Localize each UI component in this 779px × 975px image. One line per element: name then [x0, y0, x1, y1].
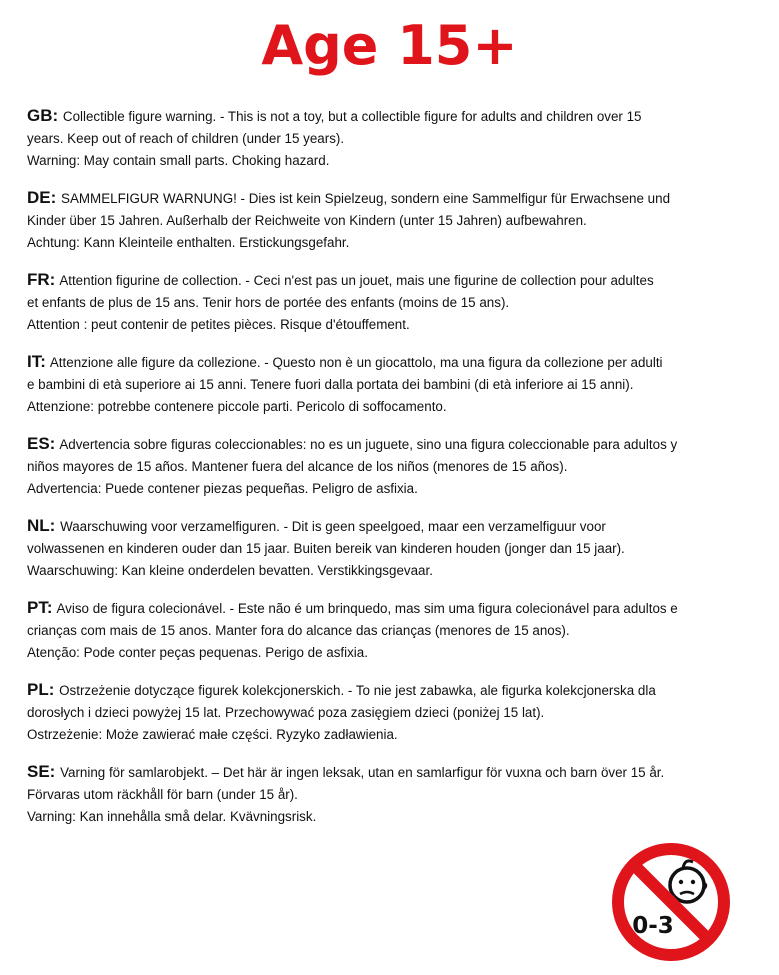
language-code: GB: [27, 106, 59, 125]
warning-line [27, 105, 747, 128]
warning-section-it [27, 351, 747, 418]
warning-text: years. Keep out of reach of children (under 15 years). [27, 131, 345, 146]
warning-text: volwassenen en kinderen ouder dan 15 jaar. Buiten bereik van kinderen houden (jonger dan 15 jaar). [27, 541, 625, 556]
warning-text: Varning: Kan innehålla små delar. Kvävningsrisk. [27, 809, 317, 824]
warning-section-fr [27, 269, 747, 336]
warning-line [27, 761, 747, 784]
warning-text: Waarschuwing: Kan kleine onderdelen bevatten. Verstikkingsgevaar. [27, 563, 433, 578]
language-code: IT: [27, 352, 46, 371]
warning-text: Achtung: Kann Kleinteile enthalten. Erstickungsgefahr. [27, 235, 350, 250]
warning-text: niños mayores de 15 años. Mantener fuera del alcance de los niños (menores de 15 años). [27, 459, 568, 474]
warning-section-es [27, 433, 747, 500]
warning-line [27, 597, 747, 620]
warning-text: et enfants de plus de 15 ans. Tenir hors de portée des enfants (moins de 15 ans). [27, 295, 510, 310]
warning-section-nl [27, 515, 747, 582]
warning-text: Attention figurine de collection. - Ceci n'est pas un jouet, mais une figurine de collection pour adultes [59, 273, 654, 288]
warning-section-gb [27, 105, 747, 172]
warning-text: Varning för samlarobjekt. – Det här är ingen leksak, utan en samlarfigur för vuxna och barn över 15 år. [60, 765, 665, 780]
warning-line [27, 515, 747, 538]
warning-text: SAMMELFIGUR WARNUNG! - Dies ist kein Spielzeug, sondern eine Sammelfigur für Erwachsene und [61, 191, 671, 206]
warning-text: Aviso de figura colecionável. - Este não é um brinquedo, mas sim uma figura colecionável para adultos e [56, 601, 678, 616]
warning-line [27, 679, 747, 702]
not-for-children-under-3-icon [609, 840, 733, 964]
warning-text: e bambini di età superiore ai 15 anni. Tenere fuori dalla portata dei bambini (di età inferiore ai 15 anni). [27, 377, 634, 392]
warning-text: Warning: May contain small parts. Choking hazard. [27, 153, 330, 168]
warning-line [27, 269, 747, 292]
warning-line [27, 433, 747, 456]
baby-face-icon [670, 861, 706, 902]
warning-text: Advertencia: Puede contener piezas pequeñas. Peligro de asfixia. [27, 481, 418, 496]
warning-text: dorosłych i dzieci powyżej 15 lat. Przechowywać poza zasięgiem dzieci (poniżej 15 lat). [27, 705, 545, 720]
warning-section-pl [27, 679, 747, 746]
language-code: FR: [27, 270, 56, 289]
warning-text: Kinder über 15 Jahren. Außerhalb der Reichweite von Kindern (unter 15 Jahren) aufbewahren. [27, 213, 587, 228]
warning-section-de [27, 187, 747, 254]
warning-text: Atenção: Pode conter peças pequenas. Perigo de asfixia. [27, 645, 368, 660]
warning-text: Attention : peut contenir de petites pièces. Risque d'étouffement. [27, 317, 410, 332]
language-code: PT: [27, 598, 53, 617]
warning-text: Ostrzeżenie dotyczące figurek kolekcjonerskich. - To nie jest zabawka, ale figurka kolekcjonerska dla [59, 683, 656, 698]
warning-text: Ostrzeżenie: Może zawierać małe części. Ryzyko zadławienia. [27, 727, 398, 742]
language-code: ES: [27, 434, 56, 453]
language-code: PL: [27, 680, 55, 699]
warning-section-se [27, 761, 747, 828]
warning-line [27, 351, 747, 374]
language-code: DE: [27, 188, 57, 207]
warning-line [27, 187, 747, 210]
warning-text: Attenzione: potrebbe contenere piccole parti. Pericolo di soffocamento. [27, 399, 447, 414]
language-code: SE: [27, 762, 56, 781]
warning-text: Attenzione alle figure da collezione. - Questo non è un giocattolo, ma una figura da collezione per adulti [49, 355, 663, 370]
warning-text: Collectible figure warning. - This is not a toy, but a collectible figure for adults and children over 15 [62, 109, 642, 124]
warning-text: Förvaras utom räckhåll för barn (under 15 år). [27, 787, 298, 802]
warning-text: Waarschuwing voor verzamelfiguren. - Dit is geen speelgoed, maar een verzamelfiguur voor [60, 519, 606, 534]
warning-section-pt [27, 597, 747, 664]
page-title: Age 15+ [261, 14, 518, 77]
warning-sections [27, 105, 747, 843]
warning-text: crianças com mais de 15 anos. Manter fora do alcance das crianças (menores de 15 anos). [27, 623, 570, 638]
age-range-text: 0-3 [632, 913, 674, 939]
warning-text: Advertencia sobre figuras coleccionables: no es un juguete, sino una figura coleccionable para adultos y [59, 437, 678, 452]
language-code: NL: [27, 516, 56, 535]
